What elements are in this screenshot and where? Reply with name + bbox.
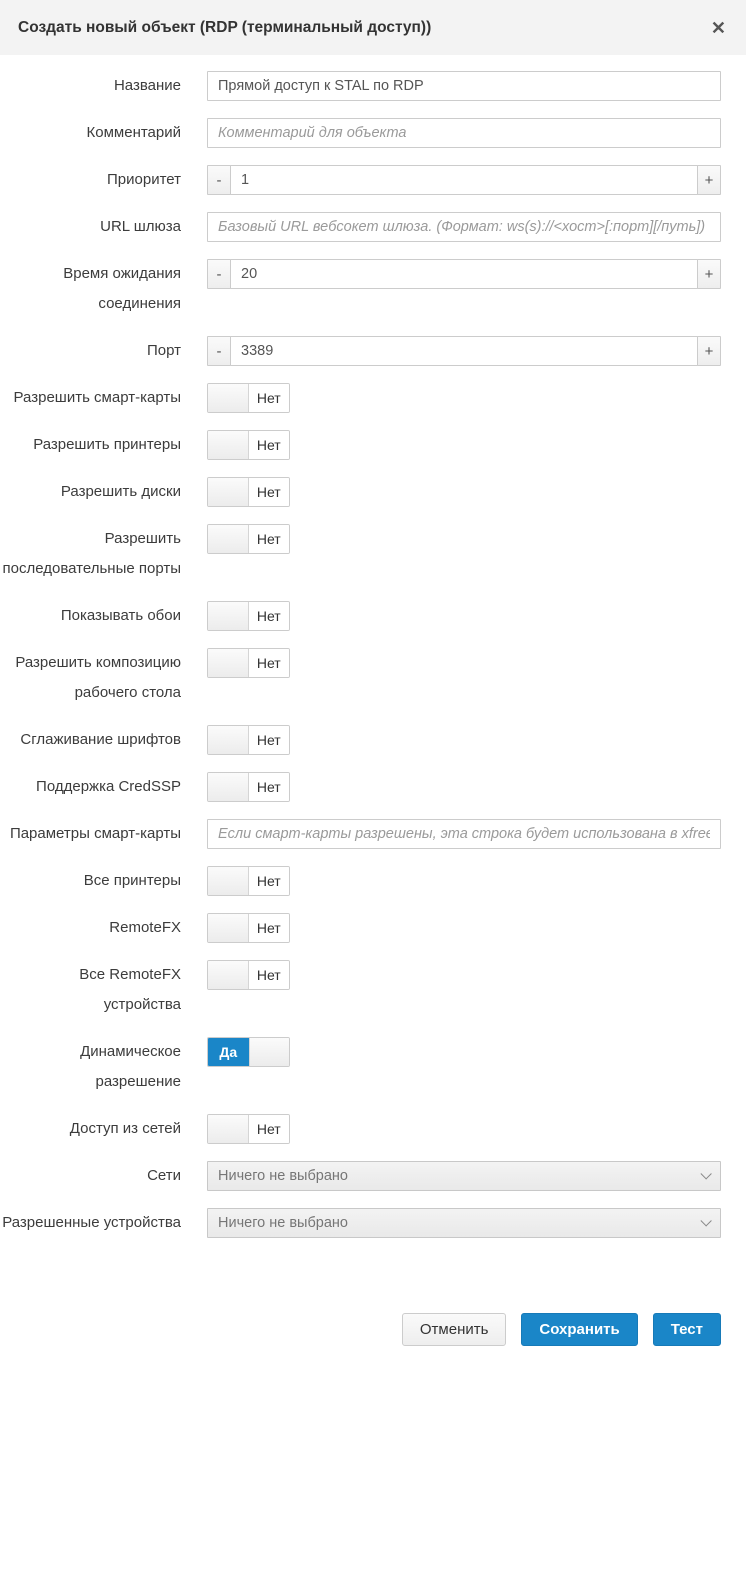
toggle-state-label: Нет	[249, 1115, 290, 1143]
toggle-knob	[249, 1038, 290, 1066]
timeout-input[interactable]	[230, 259, 698, 289]
toggle-state-label: Нет	[249, 431, 290, 459]
form-row-show-wallpaper	[0, 601, 721, 631]
cancel-button[interactable]: Отменить	[402, 1313, 507, 1346]
decrement-button[interactable]: -	[207, 259, 231, 289]
field-label: Сети	[147, 1167, 181, 1184]
form-row-network-access	[0, 1114, 721, 1144]
allow-smartcards-toggle[interactable]	[207, 383, 290, 413]
form-row-allow-printers	[0, 430, 721, 460]
form-row-comment	[0, 118, 721, 148]
toggle-knob	[208, 961, 249, 989]
field-label: Динамическое разрешение	[80, 1043, 181, 1090]
show-wallpaper-toggle[interactable]	[207, 601, 290, 631]
form-row-font-smoothing	[0, 725, 721, 755]
toggle-knob	[208, 649, 249, 677]
field-label: Время ожидания соединения	[63, 265, 181, 312]
form-row-allow-drives	[0, 477, 721, 507]
form-row-desktop-composition	[0, 648, 721, 708]
field-label: Разрешить диски	[60, 483, 181, 500]
field-label: Приоритет	[107, 171, 181, 188]
field-label: Все принтеры	[83, 872, 181, 889]
comment-input[interactable]	[207, 118, 721, 148]
toggle-state-label: Нет	[249, 649, 290, 677]
increment-button[interactable]: +	[697, 165, 721, 195]
allow-serial-ports-toggle[interactable]	[207, 524, 290, 554]
chevron-down-icon	[700, 1168, 711, 1179]
toggle-knob	[208, 431, 249, 459]
dialog-title: Создать новый объект (RDP (терминальный доступ))	[18, 18, 432, 36]
credssp-support-toggle[interactable]	[207, 772, 290, 802]
toggle-knob	[208, 1115, 249, 1143]
toggle-state-label: Нет	[249, 602, 290, 630]
field-label: Разрешенные устройства	[2, 1214, 181, 1231]
field-label: Название	[113, 77, 181, 94]
close-icon[interactable]: ✕	[710, 17, 726, 38]
field-label: Порт	[146, 342, 181, 359]
toggle-knob	[208, 525, 249, 553]
form-row-timeout	[0, 259, 721, 319]
field-label: Доступ из сетей	[69, 1120, 181, 1137]
toggle-knob	[208, 867, 249, 895]
allow-printers-toggle[interactable]	[207, 430, 290, 460]
form-row-allow-smartcards	[0, 383, 721, 413]
smartcard-params-input[interactable]	[207, 819, 721, 849]
field-label: Показывать обои	[60, 607, 181, 624]
form-row-gateway-url	[0, 212, 721, 242]
save-button[interactable]: Сохранить	[521, 1313, 637, 1346]
name-input[interactable]	[207, 71, 721, 101]
decrement-button[interactable]: -	[207, 336, 231, 366]
dynamic-resolution-toggle[interactable]	[207, 1037, 290, 1067]
field-label: Разрешить композицию рабочего стола	[15, 654, 181, 701]
field-label: Поддержка CredSSP	[36, 778, 181, 795]
test-button[interactable]: Тест	[653, 1313, 721, 1346]
dialog-header	[0, 0, 746, 55]
select-value: Ничего не выбрано	[218, 1168, 348, 1184]
increment-button[interactable]: +	[697, 259, 721, 289]
field-label: Разрешить принтеры	[33, 436, 181, 453]
field-label: Все RemoteFX устройства	[79, 966, 181, 1013]
form-row-name	[0, 71, 721, 101]
form-row-allowed-devices	[0, 1208, 721, 1238]
toggle-knob	[208, 726, 249, 754]
form-row-port	[0, 336, 721, 366]
network-access-toggle[interactable]	[207, 1114, 290, 1144]
toggle-state-label: Нет	[249, 478, 290, 506]
dialog-footer	[0, 1255, 746, 1364]
timeout-stepper	[207, 259, 721, 289]
remotefx-toggle[interactable]	[207, 913, 290, 943]
form-row-networks	[0, 1161, 721, 1191]
toggle-state-label: Нет	[249, 384, 290, 412]
field-label: Параметры смарт-карты	[9, 825, 181, 842]
field-label: Разрешить последовательные порты	[2, 530, 181, 577]
decrement-button[interactable]: -	[207, 165, 231, 195]
priority-input[interactable]	[230, 165, 698, 195]
field-label: Разрешить смарт-карты	[13, 389, 181, 406]
increment-button[interactable]: +	[697, 336, 721, 366]
form-row-priority	[0, 165, 721, 195]
toggle-state-label: Нет	[249, 773, 290, 801]
toggle-state-label: Нет	[249, 525, 290, 553]
field-label: RemoteFX	[109, 919, 181, 936]
form-row-all-printers	[0, 866, 721, 896]
toggle-state-label: Нет	[249, 961, 290, 989]
toggle-state-label: Нет	[249, 914, 290, 942]
form-row-remotefx	[0, 913, 721, 943]
toggle-knob	[208, 914, 249, 942]
form-row-allow-serial-ports	[0, 524, 721, 584]
form-row-dynamic-resolution	[0, 1037, 721, 1097]
font-smoothing-toggle[interactable]	[207, 725, 290, 755]
all-printers-toggle[interactable]	[207, 866, 290, 896]
field-label: Сглаживание шрифтов	[20, 731, 181, 748]
toggle-state-label: Нет	[249, 867, 290, 895]
allow-drives-toggle[interactable]	[207, 477, 290, 507]
networks-select[interactable]	[207, 1161, 721, 1191]
allow-desktop-composition-toggle[interactable]	[207, 648, 290, 678]
toggle-state-label: Да	[208, 1038, 249, 1066]
port-input[interactable]	[230, 336, 698, 366]
toggle-knob	[208, 773, 249, 801]
toggle-state-label: Нет	[249, 726, 290, 754]
toggle-knob	[208, 384, 249, 412]
field-label: URL шлюза	[100, 218, 181, 235]
port-stepper	[207, 336, 721, 366]
priority-stepper	[207, 165, 721, 195]
all-remotefx-devices-toggle[interactable]	[207, 960, 290, 990]
form-row-smartcard-params	[0, 819, 721, 849]
toggle-knob	[208, 478, 249, 506]
allowed-devices-select[interactable]	[207, 1208, 721, 1238]
form-row-all-remotefx-devices	[0, 960, 721, 1020]
toggle-knob	[208, 602, 249, 630]
form-row-credssp	[0, 772, 721, 802]
form-body	[0, 55, 746, 1238]
select-value: Ничего не выбрано	[218, 1215, 348, 1231]
chevron-down-icon	[700, 1215, 711, 1226]
gateway-url-input[interactable]	[207, 212, 721, 242]
field-label: Комментарий	[86, 124, 181, 141]
